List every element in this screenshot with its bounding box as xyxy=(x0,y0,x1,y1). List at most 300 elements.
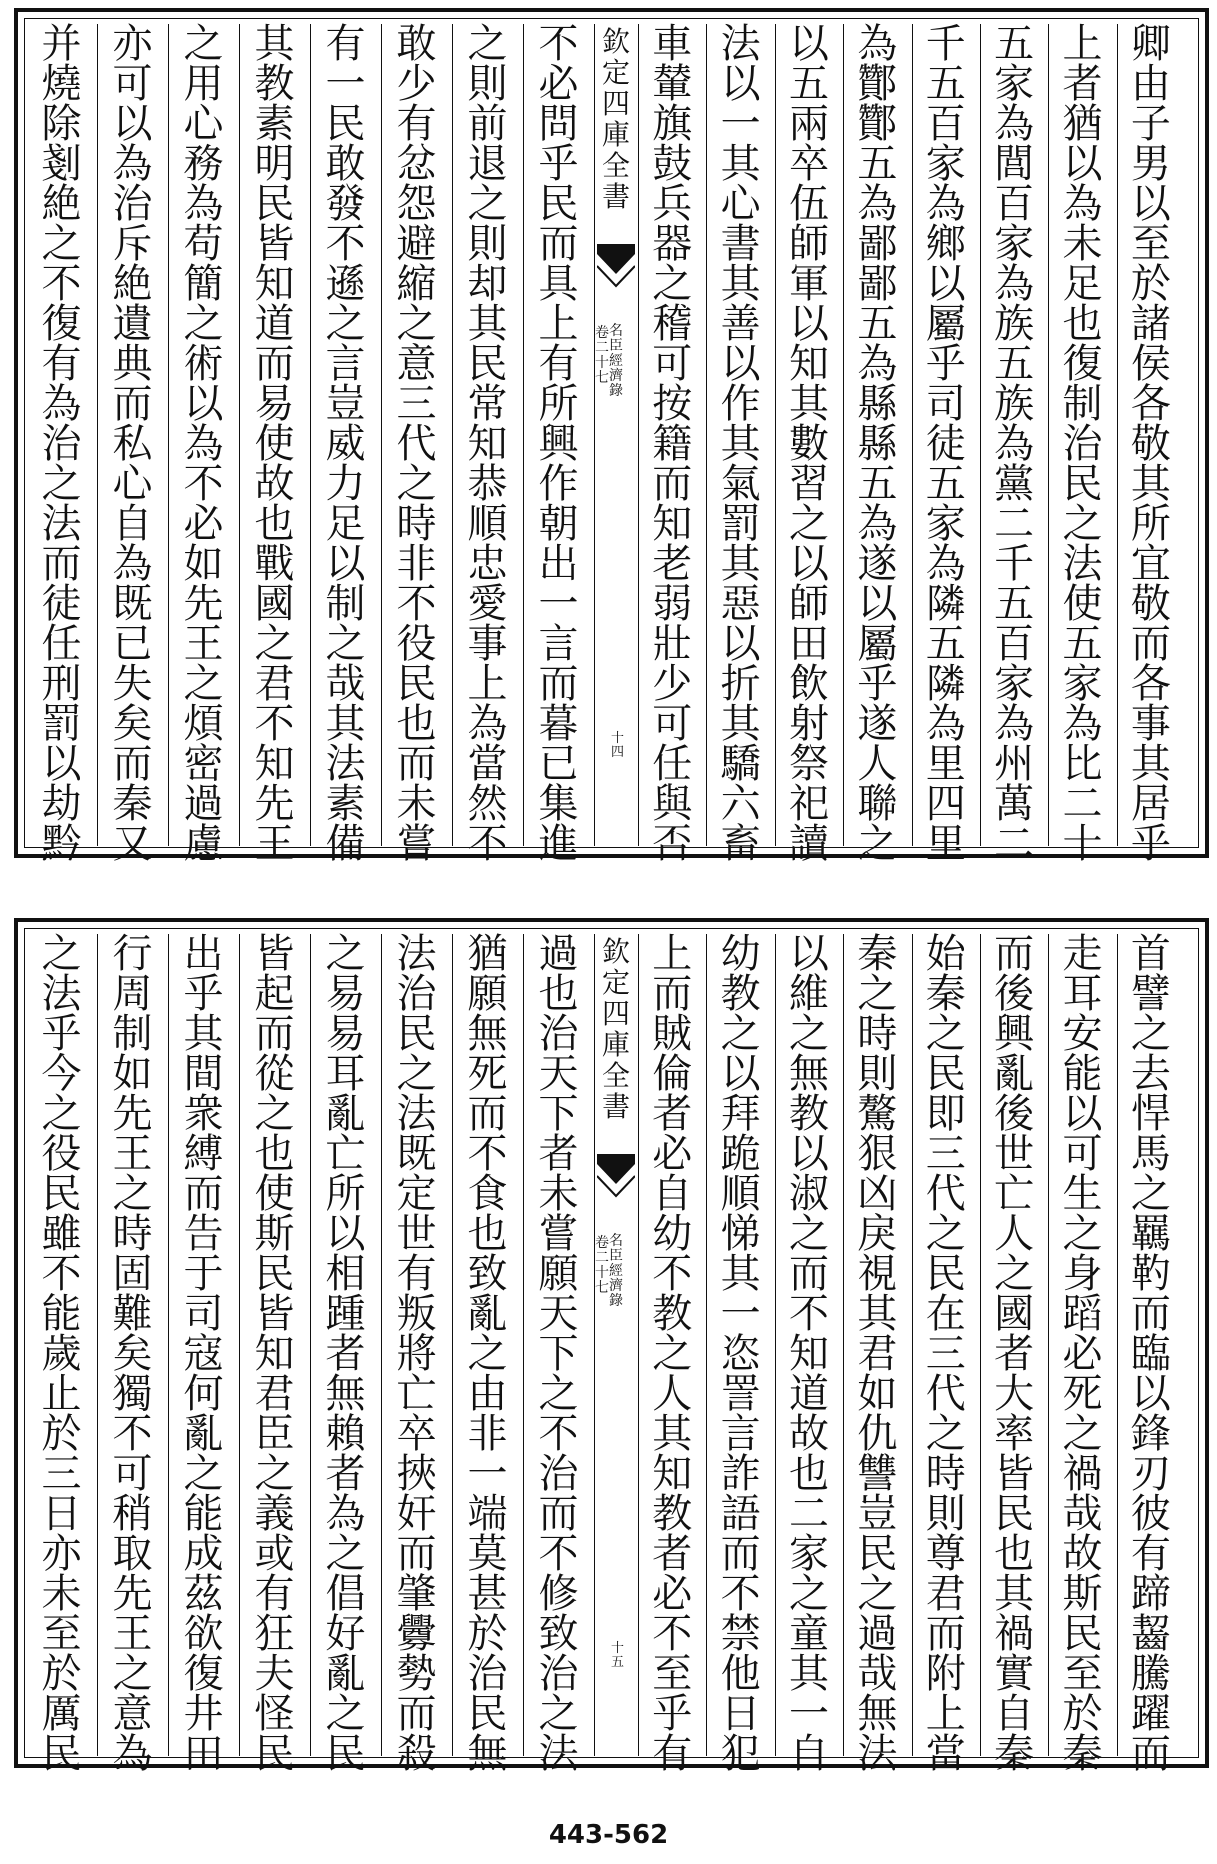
glyph: 其 xyxy=(183,1011,224,1057)
fish-tail-mark-icon xyxy=(597,1154,635,1224)
glyph: 則 xyxy=(925,1491,966,1537)
glyph: 備 xyxy=(325,821,366,867)
glyph: 為 xyxy=(41,381,82,427)
glyph: 故 xyxy=(1062,1531,1103,1577)
column-rule xyxy=(638,934,639,1756)
glyph: 上 xyxy=(925,1691,966,1737)
glyph: 教 xyxy=(788,1091,829,1137)
column-rule xyxy=(1048,24,1049,846)
column-rule xyxy=(775,934,776,1756)
glyph: 大 xyxy=(994,1371,1035,1417)
glyph: 如 xyxy=(183,541,224,587)
glyph: 有 xyxy=(325,21,366,67)
glyph: 三 xyxy=(41,1451,82,1497)
glyph: 敬 xyxy=(1130,421,1171,467)
glyph: 上 xyxy=(538,301,579,347)
glyph: 絶 xyxy=(112,261,153,307)
glyph: 故 xyxy=(788,1411,829,1457)
glyph: 善 xyxy=(720,301,761,347)
glyph: 先 xyxy=(183,581,224,627)
glyph: 上 xyxy=(652,931,693,977)
text-column xyxy=(1048,21,1116,867)
glyph: 縛 xyxy=(183,1131,224,1177)
glyph: 避 xyxy=(396,221,437,267)
glyph: 威 xyxy=(325,421,366,467)
glyph: 兵 xyxy=(652,181,693,227)
glyph: 亂 xyxy=(325,1651,366,1697)
glyph: 足 xyxy=(325,501,366,547)
glyph: 知 xyxy=(254,1331,295,1377)
book-name: 名 臣 經 濟 錄 xyxy=(609,1233,623,1309)
glyph: 以 xyxy=(1062,141,1103,187)
glyph: 時 xyxy=(857,1011,898,1057)
glyph: 教 xyxy=(652,1491,693,1537)
column-rule xyxy=(310,934,311,1756)
glyph: 子 xyxy=(1130,101,1171,147)
glyph: 時 xyxy=(112,1211,153,1257)
glyph: 幼 xyxy=(652,1211,693,1257)
glyph: 不 xyxy=(41,1251,82,1297)
glyph: 乎 xyxy=(1130,821,1171,867)
glyph: 車 xyxy=(652,21,693,67)
glyph: 之 xyxy=(720,1011,761,1057)
glyph: 猶 xyxy=(467,931,508,977)
glyph: 為 xyxy=(994,701,1035,747)
glyph: 以 xyxy=(1062,1091,1103,1137)
glyph: 縣 xyxy=(857,421,898,467)
glyph: 不 xyxy=(538,1411,579,1457)
glyph: 可 xyxy=(1062,1131,1103,1177)
glyph: 遂 xyxy=(857,701,898,747)
glyph: 之 xyxy=(857,971,898,1017)
glyph: 比 xyxy=(1062,741,1103,787)
glyph: 家 xyxy=(994,661,1035,707)
glyph: 為 xyxy=(857,21,898,67)
glyph: 之 xyxy=(183,301,224,347)
glyph: 不 xyxy=(467,821,508,867)
glyph: 鄉 xyxy=(925,221,966,267)
glyph: 用 xyxy=(183,61,224,107)
glyph: 素 xyxy=(254,101,295,147)
glyph: 三 xyxy=(396,381,437,427)
glyph: 先 xyxy=(112,1091,153,1137)
glyph: 而 xyxy=(788,1251,829,1297)
glyph: 後 xyxy=(994,1091,1035,1137)
glyph: 下 xyxy=(538,1091,579,1137)
text-column xyxy=(843,21,911,867)
glyph: 皆 xyxy=(254,931,295,977)
glyph: 其 xyxy=(720,701,761,747)
glyph: 而 xyxy=(925,1611,966,1657)
column-rule xyxy=(980,24,981,846)
glyph: 不 xyxy=(538,1531,579,1577)
glyph: 五 xyxy=(857,141,898,187)
glyph: 至 xyxy=(1130,221,1171,267)
column-rule xyxy=(980,934,981,1756)
glyph: 五 xyxy=(788,61,829,107)
glyph: 然 xyxy=(467,781,508,827)
glyph: 嘗 xyxy=(396,821,437,867)
glyph: 未 xyxy=(396,781,437,827)
glyph: 卒 xyxy=(396,1411,437,1457)
glyph: 私 xyxy=(112,421,153,467)
glyph: 之 xyxy=(857,821,898,867)
glyph: 其 xyxy=(720,141,761,187)
glyph: 拜 xyxy=(720,1091,761,1137)
text-column xyxy=(775,931,843,1777)
glyph: 過 xyxy=(183,781,224,827)
glyph: 易 xyxy=(254,381,295,427)
glyph: 至 xyxy=(41,1611,82,1657)
glyph: 而 xyxy=(720,1531,761,1577)
glyph: 斯 xyxy=(254,1211,295,1257)
glyph: 耳 xyxy=(1062,971,1103,1017)
glyph: 馬 xyxy=(1130,1131,1171,1177)
glyph: 者 xyxy=(538,1131,579,1177)
text-column xyxy=(638,931,706,1777)
glyph: 不 xyxy=(788,1291,829,1337)
glyph: 倫 xyxy=(652,1051,693,1097)
glyph: 問 xyxy=(538,101,579,147)
glyph: 法 xyxy=(396,931,437,977)
glyph: 之 xyxy=(925,1011,966,1057)
glyph: 之 xyxy=(1062,1411,1103,1457)
glyph: 奸 xyxy=(396,1491,437,1537)
glyph: 而 xyxy=(467,1091,508,1137)
glyph: 其 xyxy=(325,701,366,747)
glyph: 易 xyxy=(325,1011,366,1057)
text-column xyxy=(239,21,310,867)
glyph: 君 xyxy=(857,1331,898,1377)
glyph: 譬 xyxy=(1130,971,1171,1017)
glyph: 天 xyxy=(538,1291,579,1337)
glyph: 過 xyxy=(538,931,579,977)
glyph: 有 xyxy=(396,101,437,147)
glyph: 身 xyxy=(1062,1251,1103,1297)
glyph: 世 xyxy=(396,1211,437,1257)
glyph: 任 xyxy=(41,621,82,667)
glyph: 乎 xyxy=(41,1011,82,1057)
glyph: 食 xyxy=(467,1171,508,1217)
glyph: 矣 xyxy=(112,701,153,747)
glyph: 仇 xyxy=(857,1411,898,1457)
glyph: 三 xyxy=(925,1131,966,1177)
glyph: 自 xyxy=(788,1731,829,1777)
glyph: 教 xyxy=(254,61,295,107)
glyph: 為 xyxy=(857,181,898,227)
glyph: 君 xyxy=(254,661,295,707)
glyph: 之 xyxy=(254,621,295,667)
glyph: 其 xyxy=(1130,741,1171,787)
glyph: 於 xyxy=(41,1411,82,1457)
glyph: 之 xyxy=(325,621,366,667)
glyph: 為 xyxy=(112,141,153,187)
glyph: 為 xyxy=(183,181,224,227)
folio-number: 十 五 xyxy=(611,1641,625,1670)
glyph: 秦 xyxy=(925,971,966,1017)
glyph: 既 xyxy=(112,581,153,627)
glyph: 以 xyxy=(788,1131,829,1177)
glyph: 老 xyxy=(652,541,693,587)
glyph: 挾 xyxy=(396,1451,437,1497)
glyph: 有 xyxy=(538,341,579,387)
glyph: 有 xyxy=(396,1251,437,1297)
glyph: 於 xyxy=(41,1651,82,1697)
glyph: 能 xyxy=(41,1291,82,1337)
glyph: 之 xyxy=(254,1091,295,1137)
glyph: 民 xyxy=(538,181,579,227)
glyph: 起 xyxy=(254,971,295,1017)
glyph: 五 xyxy=(925,61,966,107)
glyph: 之 xyxy=(396,461,437,507)
glyph: 豈 xyxy=(857,1491,898,1537)
glyph: 蹄 xyxy=(1130,1571,1171,1617)
glyph: 犯 xyxy=(720,1731,761,1777)
glyph: 心 xyxy=(183,101,224,147)
glyph: 之 xyxy=(857,1571,898,1617)
glyph: 敢 xyxy=(325,141,366,187)
glyph: 者 xyxy=(652,1531,693,1577)
glyph: 語 xyxy=(720,1491,761,1537)
column-rule xyxy=(843,24,844,846)
glyph: 以 xyxy=(720,61,761,107)
glyph: 前 xyxy=(467,101,508,147)
glyph: 不 xyxy=(467,1131,508,1177)
column-rule xyxy=(912,934,913,1756)
glyph: 無 xyxy=(325,1371,366,1417)
glyph: 興 xyxy=(994,1011,1035,1057)
glyph: 跪 xyxy=(720,1131,761,1177)
glyph: 由 xyxy=(1130,61,1171,107)
glyph: 言 xyxy=(538,621,579,667)
glyph: 而 xyxy=(254,1011,295,1057)
book-name: 名 臣 經 濟 錄 xyxy=(609,323,623,399)
glyph: 少 xyxy=(652,661,693,707)
glyph: 使 xyxy=(1062,581,1103,627)
glyph: 莫 xyxy=(467,1531,508,1577)
glyph: 狠 xyxy=(857,1131,898,1177)
glyph: 書 xyxy=(720,221,761,267)
glyph: 戾 xyxy=(857,1211,898,1257)
glyph: 作 xyxy=(538,461,579,507)
glyph: 罰 xyxy=(720,501,761,547)
glyph: 王 xyxy=(112,1131,153,1177)
glyph: 諸 xyxy=(1130,301,1171,347)
glyph: 力 xyxy=(325,461,366,507)
glyph: 過 xyxy=(857,1611,898,1657)
glyph: 復 xyxy=(183,1651,224,1697)
glyph: 時 xyxy=(396,501,437,547)
glyph: 乎 xyxy=(652,1691,693,1737)
glyph: 法 xyxy=(538,1731,579,1777)
glyph: 以 xyxy=(41,741,82,787)
glyph: 而 xyxy=(652,971,693,1017)
glyph: 遺 xyxy=(112,301,153,347)
glyph: 所 xyxy=(325,1171,366,1217)
column-rule xyxy=(523,24,524,846)
glyph: 家 xyxy=(994,221,1035,267)
text-column xyxy=(168,931,239,1777)
column-rule xyxy=(706,24,707,846)
glyph: 亂 xyxy=(325,1091,366,1137)
glyph: 明 xyxy=(254,141,295,187)
glyph: 猶 xyxy=(1062,101,1103,147)
glyph: 修 xyxy=(538,1571,579,1617)
glyph: 縮 xyxy=(396,261,437,307)
glyph: 倡 xyxy=(325,1571,366,1617)
glyph: 代 xyxy=(925,1171,966,1217)
glyph: 朝 xyxy=(538,501,579,547)
glyph: 而 xyxy=(396,1691,437,1737)
column-rule xyxy=(168,934,169,1756)
column-rule xyxy=(97,934,98,1756)
glyph: 徒 xyxy=(41,581,82,627)
glyph: 萬 xyxy=(994,781,1035,827)
column-rule xyxy=(168,24,169,846)
glyph: 也 xyxy=(1062,301,1103,347)
glyph: 致 xyxy=(538,1611,579,1657)
glyph: 并 xyxy=(41,21,82,67)
glyph: 其 xyxy=(467,301,508,347)
glyph: 何 xyxy=(183,1371,224,1417)
glyph: 之 xyxy=(112,1171,153,1217)
text-column xyxy=(26,21,97,867)
glyph: 五 xyxy=(925,461,966,507)
glyph: 維 xyxy=(788,971,829,1017)
text-column xyxy=(912,21,980,867)
glyph: 惡 xyxy=(720,581,761,627)
glyph: 於 xyxy=(1062,1691,1103,1737)
glyph: 者 xyxy=(652,1091,693,1137)
glyph: 驁 xyxy=(857,1091,898,1137)
glyph: 卒 xyxy=(788,141,829,187)
glyph: 可 xyxy=(652,701,693,747)
glyph: 人 xyxy=(857,741,898,787)
glyph: 習 xyxy=(788,461,829,507)
glyph: 一 xyxy=(788,1691,829,1737)
glyph: 可 xyxy=(112,61,153,107)
glyph: 除 xyxy=(41,101,82,147)
glyph: 制 xyxy=(1062,381,1103,427)
glyph: 首 xyxy=(1130,931,1171,977)
glyph: 為 xyxy=(325,1491,366,1537)
column-rule xyxy=(452,934,453,1756)
glyph: 家 xyxy=(788,1531,829,1577)
glyph: 而 xyxy=(652,461,693,507)
glyph: 五 xyxy=(857,301,898,347)
glyph: 治 xyxy=(538,1011,579,1057)
glyph: 進 xyxy=(538,821,579,867)
column-rule xyxy=(97,24,98,846)
glyph: 嘗 xyxy=(538,1211,579,1257)
glyph: 易 xyxy=(325,971,366,1017)
glyph: 之 xyxy=(788,1011,829,1057)
glyph: 後 xyxy=(994,971,1035,1017)
text-column xyxy=(775,21,843,867)
glyph: 素 xyxy=(325,781,366,827)
glyph: 讐 xyxy=(857,1451,898,1497)
glyph: 千 xyxy=(925,21,966,67)
glyph: 叛 xyxy=(396,1291,437,1337)
column-rule xyxy=(239,24,240,846)
glyph: 家 xyxy=(994,61,1035,107)
glyph: 鋒 xyxy=(1130,1411,1171,1457)
glyph: 之 xyxy=(325,1531,366,1577)
glyph: 為 xyxy=(183,421,224,467)
glyph: 民 xyxy=(396,1011,437,1057)
glyph: 各 xyxy=(1130,381,1171,427)
glyph: 戰 xyxy=(254,541,295,587)
glyph: 酇 xyxy=(857,61,898,107)
glyph: 而 xyxy=(112,381,153,427)
glyph: 之 xyxy=(112,1651,153,1697)
glyph: 必 xyxy=(538,61,579,107)
glyph: 也 xyxy=(254,1131,295,1177)
glyph: 法 xyxy=(1062,541,1103,587)
glyph: 無 xyxy=(857,1691,898,1737)
text-column xyxy=(706,931,774,1777)
glyph: 之 xyxy=(183,661,224,707)
glyph: 視 xyxy=(857,1251,898,1297)
banner-column xyxy=(597,934,635,1756)
glyph: 家 xyxy=(1062,661,1103,707)
glyph: 鄙 xyxy=(857,261,898,307)
fish-tail-mark-icon xyxy=(597,244,635,314)
glyph: 少 xyxy=(396,61,437,107)
glyph: 知 xyxy=(254,261,295,307)
glyph: 則 xyxy=(467,61,508,107)
glyph: 王 xyxy=(254,821,295,867)
glyph: 百 xyxy=(994,181,1035,227)
glyph: 淑 xyxy=(788,1171,829,1217)
glyph: 刃 xyxy=(1130,1451,1171,1497)
glyph: 百 xyxy=(994,621,1035,667)
glyph: 君 xyxy=(254,1371,295,1417)
glyph: 所 xyxy=(538,381,579,427)
glyph: 罰 xyxy=(41,701,82,747)
glyph: 役 xyxy=(41,1131,82,1177)
glyph: 斯 xyxy=(1062,1571,1103,1617)
text-column xyxy=(523,21,594,867)
glyph: 治 xyxy=(1062,421,1103,467)
glyph: 二 xyxy=(788,1491,829,1537)
glyph: 五 xyxy=(994,21,1035,67)
glyph: 民 xyxy=(994,1491,1035,1537)
glyph: 止 xyxy=(41,1371,82,1417)
glyph: 燒 xyxy=(41,61,82,107)
glyph: 尊 xyxy=(925,1531,966,1577)
glyph: 之 xyxy=(41,461,82,507)
glyph: 率 xyxy=(994,1411,1035,1457)
glyph: 從 xyxy=(254,1051,295,1097)
glyph: 忠 xyxy=(467,541,508,587)
glyph: 數 xyxy=(788,421,829,467)
glyph: 師 xyxy=(788,221,829,267)
glyph: 井 xyxy=(183,1691,224,1737)
glyph: 道 xyxy=(254,301,295,347)
column-rule xyxy=(594,934,595,1756)
glyph: 獨 xyxy=(112,1371,153,1417)
glyph: 之 xyxy=(652,261,693,307)
glyph: 之 xyxy=(254,1451,295,1497)
glyph: 法 xyxy=(41,971,82,1017)
column-rule xyxy=(452,24,453,846)
glyph: 遜 xyxy=(325,261,366,307)
glyph: 教 xyxy=(720,971,761,1017)
glyph: 敢 xyxy=(396,21,437,67)
glyph: 無 xyxy=(788,1051,829,1097)
glyph: 之 xyxy=(788,501,829,547)
